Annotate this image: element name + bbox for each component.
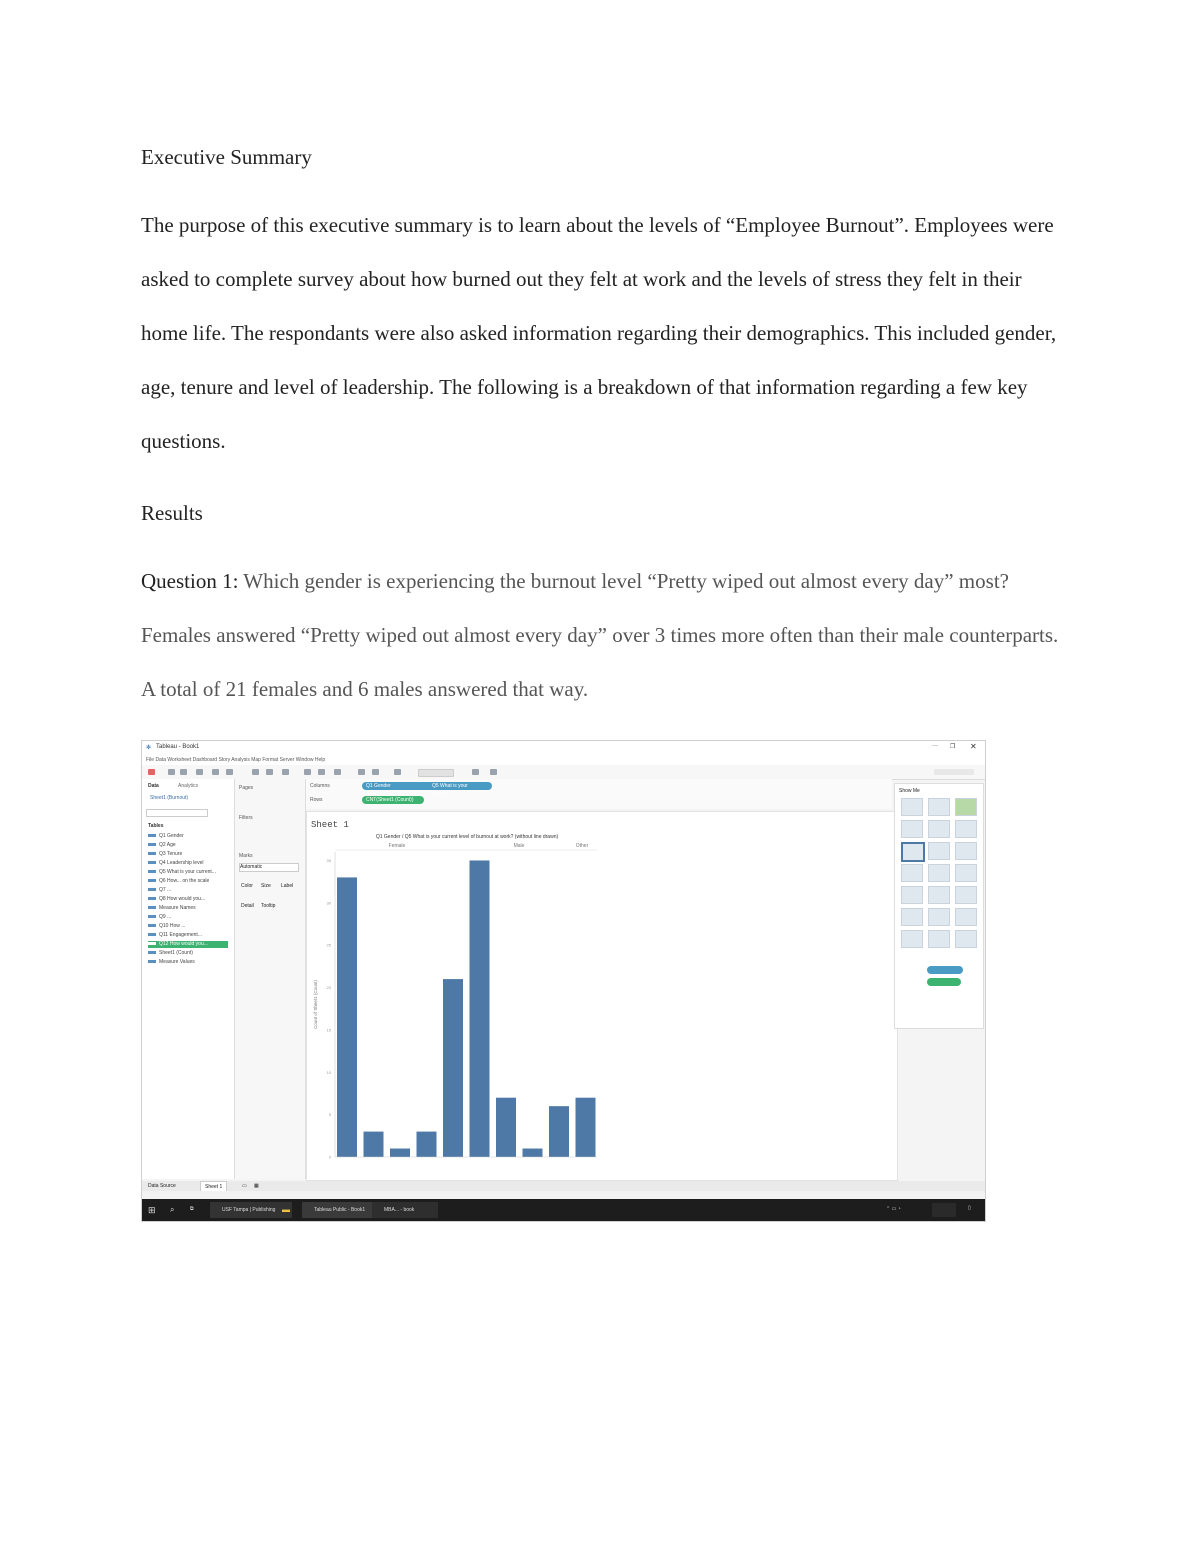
- horizontal-bars-icon[interactable]: [901, 842, 925, 862]
- pages-label: Pages: [239, 785, 254, 791]
- field-item[interactable]: Q7 ...: [148, 887, 171, 894]
- rows-label: Rows: [310, 797, 323, 803]
- scatter-plot-icon[interactable]: [901, 930, 923, 948]
- tableau-logo-icon: ✻: [146, 745, 152, 751]
- label-icon[interactable]: [304, 769, 311, 775]
- marks-type-select[interactable]: Automatic: [239, 863, 299, 872]
- pie-chart-icon[interactable]: [955, 820, 977, 838]
- windows-taskbar: [142, 1199, 985, 1221]
- fix-axes-icon[interactable]: [318, 769, 325, 775]
- tableau-home-icon[interactable]: [148, 769, 155, 775]
- lines-discrete-icon[interactable]: [928, 886, 950, 904]
- field-item[interactable]: Q9 ...: [148, 914, 171, 921]
- field-item-selected[interactable]: Q12 How would you...: [148, 941, 228, 948]
- task-view-icon[interactable]: ⧉: [190, 1206, 194, 1212]
- bar-chart: [307, 812, 897, 1180]
- taskbar-item-tableau[interactable]: Tableau Public - Book1: [302, 1202, 378, 1218]
- side-by-side-bars-icon[interactable]: [955, 842, 977, 860]
- data-tab[interactable]: Data: [148, 783, 159, 789]
- rows-pill[interactable]: CNT(Sheet1 (Count)): [362, 796, 424, 804]
- search-icon[interactable]: ⌕: [170, 1205, 175, 1214]
- group-header: Male: [513, 843, 525, 849]
- field-item[interactable]: Q11 Engagement...: [148, 932, 202, 939]
- tableau-screenshot: [141, 740, 986, 1222]
- heat-map-icon[interactable]: [928, 798, 950, 816]
- show-me-label: Show Me: [899, 788, 920, 794]
- bar: [576, 1098, 596, 1157]
- data-pane: [142, 779, 235, 1179]
- group-header: Other: [575, 843, 589, 849]
- bar: [470, 860, 490, 1157]
- chart-title: Q1 Gender / Q5 What is your current level of burnout at work? (without line drawn): [375, 834, 559, 840]
- sort-icon[interactable]: [266, 769, 273, 775]
- intro-paragraph: The purpose of this executive summary is to learn about the levels of “Employee Burnout”. Employees were asked to complete survey about how burned out they felt at work and the levels of stress they felt in their home life. The respondants were also asked information regarding their demographics. This included gender, age, tenure and level of leadership. The following is a breakdown of that information regarding a few key questions.: [141, 213, 1057, 453]
- field-item[interactable]: Q2 Age: [148, 842, 176, 849]
- field-item[interactable]: Measure Values: [148, 959, 195, 966]
- sheet-tabs: [142, 1181, 985, 1191]
- question-label: Question 1:: [141, 569, 239, 593]
- menu-items[interactable]: File Data Worksheet Dashboard Story Analysis Map Format Server Window Help: [146, 757, 326, 763]
- question-text: Which gender is experiencing the burnout level “Pretty wiped out almost every day” most? Females answered “Pretty wiped out almost every day” over 3 times more often than their male counterparts. A total of 21 females and 6 males answered that way.: [141, 569, 1059, 701]
- side-by-side-circles-icon[interactable]: [955, 864, 977, 882]
- label-button[interactable]: Label: [281, 883, 294, 889]
- data-source-tab[interactable]: Data Source: [148, 1183, 176, 1189]
- clock[interactable]: [932, 1203, 956, 1217]
- stacked-bars-icon[interactable]: [928, 842, 950, 860]
- show-me-measure-pill: [927, 978, 961, 986]
- document-heading: Executive Summary: [141, 145, 312, 169]
- columns-pill-burnout[interactable]: Q5 What is your current...: [428, 782, 492, 790]
- filters-label: Filters: [239, 815, 253, 821]
- tables-label: Tables: [148, 823, 164, 829]
- text-table-icon[interactable]: [901, 798, 923, 816]
- show-me-dimension-pill: [927, 966, 963, 974]
- circle-view-icon[interactable]: [928, 864, 950, 882]
- undo-icon[interactable]: [168, 769, 175, 775]
- symbol-map-icon[interactable]: [901, 820, 923, 838]
- cards-pane: [235, 779, 306, 1179]
- new-sheet-icon[interactable]: [226, 769, 233, 775]
- field-item[interactable]: Q3 Tenure: [148, 851, 182, 858]
- show-me-toggle[interactable]: [934, 769, 974, 775]
- y-tick-label: 20: [326, 985, 331, 991]
- area-discrete-icon[interactable]: [928, 908, 950, 926]
- taskbar-item-excel[interactable]: MBA... - book: [372, 1202, 438, 1218]
- file-explorer-icon[interactable]: ▬: [282, 1205, 290, 1214]
- redo-icon[interactable]: [180, 769, 187, 775]
- shelves: [306, 779, 892, 809]
- field-item[interactable]: Q5 What is your current...: [148, 869, 216, 876]
- lines-continuous-icon[interactable]: [901, 886, 923, 904]
- y-tick-label: 30: [326, 900, 331, 906]
- field-item[interactable]: Q1 Gender: [148, 833, 184, 840]
- field-item[interactable]: Q6 How... on the scale: [148, 878, 209, 885]
- results-heading: Results: [141, 501, 203, 525]
- y-tick-label: 25: [326, 942, 331, 948]
- highlight-table-icon[interactable]: [955, 798, 977, 816]
- sheet-title: Sheet 1: [311, 820, 349, 830]
- dual-lines-icon[interactable]: [955, 886, 977, 904]
- bar: [523, 1149, 543, 1157]
- notifications-icon[interactable]: ▯: [968, 1205, 971, 1211]
- treemap-icon[interactable]: [901, 864, 923, 882]
- bar: [337, 877, 357, 1157]
- y-tick-label: 0: [328, 1154, 331, 1160]
- tooltip-icon[interactable]: [358, 769, 365, 775]
- system-tray-icons[interactable]: ⌃ ▭ ◔: [886, 1206, 901, 1212]
- y-tick-label: 15: [326, 1027, 331, 1033]
- save-icon[interactable]: [196, 769, 203, 775]
- y-tick-label: 35: [326, 857, 331, 863]
- bar: [549, 1106, 569, 1157]
- minimize-icon[interactable]: —: [932, 743, 938, 749]
- packed-bubbles-icon[interactable]: [955, 930, 977, 948]
- pin-icon[interactable]: [372, 769, 379, 775]
- window-titlebar: [142, 741, 985, 755]
- y-axis-label: Count of Sheet1 (Count): [313, 980, 318, 1029]
- new-datasource-icon[interactable]: [212, 769, 219, 775]
- new-dashboard-icon[interactable]: ▦: [254, 1183, 259, 1189]
- y-tick-label: 10: [326, 1069, 331, 1075]
- area-continuous-icon[interactable]: [901, 908, 923, 926]
- close-icon[interactable]: ✕: [970, 742, 977, 751]
- bar: [496, 1098, 516, 1157]
- analytics-tab[interactable]: Analytics: [178, 783, 199, 789]
- worksheet-canvas[interactable]: [306, 811, 898, 1181]
- bar: [390, 1149, 410, 1157]
- tooltip-button[interactable]: Tooltip: [261, 903, 276, 909]
- field-item[interactable]: Q8 How would you...: [148, 896, 205, 903]
- field-item[interactable]: Measure Names: [148, 905, 196, 912]
- bar: [417, 1132, 437, 1157]
- bar: [364, 1132, 384, 1157]
- group-header: Female: [388, 843, 406, 849]
- highlight-icon[interactable]: [334, 769, 341, 775]
- window-title: Tableau - Book1: [156, 744, 200, 750]
- maximize-icon[interactable]: ❐: [950, 744, 956, 750]
- field-item[interactable]: Q10 How ...: [148, 923, 185, 930]
- detail-button[interactable]: Detail: [241, 903, 254, 909]
- share-icon[interactable]: [490, 769, 497, 775]
- marks-label: Marks: [239, 853, 253, 859]
- taskbar-item-browser[interactable]: USF Tampa | Publishing: [210, 1202, 292, 1218]
- field-item[interactable]: Q4 Leadership level: [148, 860, 203, 867]
- presentation-icon[interactable]: [472, 769, 479, 775]
- fit-dropdown[interactable]: [418, 769, 454, 777]
- menu-bar[interactable]: [142, 755, 985, 765]
- show-me-panel: [894, 783, 984, 1029]
- bar: [443, 979, 463, 1157]
- dual-combination-icon[interactable]: [955, 908, 977, 926]
- windows-start-icon[interactable]: ⊞: [148, 1205, 156, 1215]
- new-worksheet-icon[interactable]: ▭: [242, 1183, 247, 1189]
- field-search-input[interactable]: [146, 809, 208, 817]
- histogram-icon[interactable]: [928, 930, 950, 948]
- columns-label: Columns: [310, 783, 330, 789]
- swap-icon[interactable]: [252, 769, 259, 775]
- columns-pill-gender[interactable]: Q1 Gender: [362, 782, 450, 790]
- group-icon[interactable]: [282, 769, 289, 775]
- filled-map-icon[interactable]: [928, 820, 950, 838]
- sheet-1-tab[interactable]: Sheet 1: [200, 1181, 227, 1193]
- field-item[interactable]: Sheet1 (Count): [148, 950, 193, 957]
- question-1-paragraph: [141, 554, 1071, 716]
- color-button[interactable]: Color: [241, 883, 253, 889]
- y-tick-label: 5: [328, 1112, 331, 1118]
- status-bar: [142, 1191, 985, 1199]
- size-button[interactable]: Size: [261, 883, 271, 889]
- pen-icon[interactable]: [394, 769, 401, 775]
- data-source-name[interactable]: Sheet1 (Burnout): [150, 795, 189, 801]
- toolbar: [142, 765, 985, 780]
